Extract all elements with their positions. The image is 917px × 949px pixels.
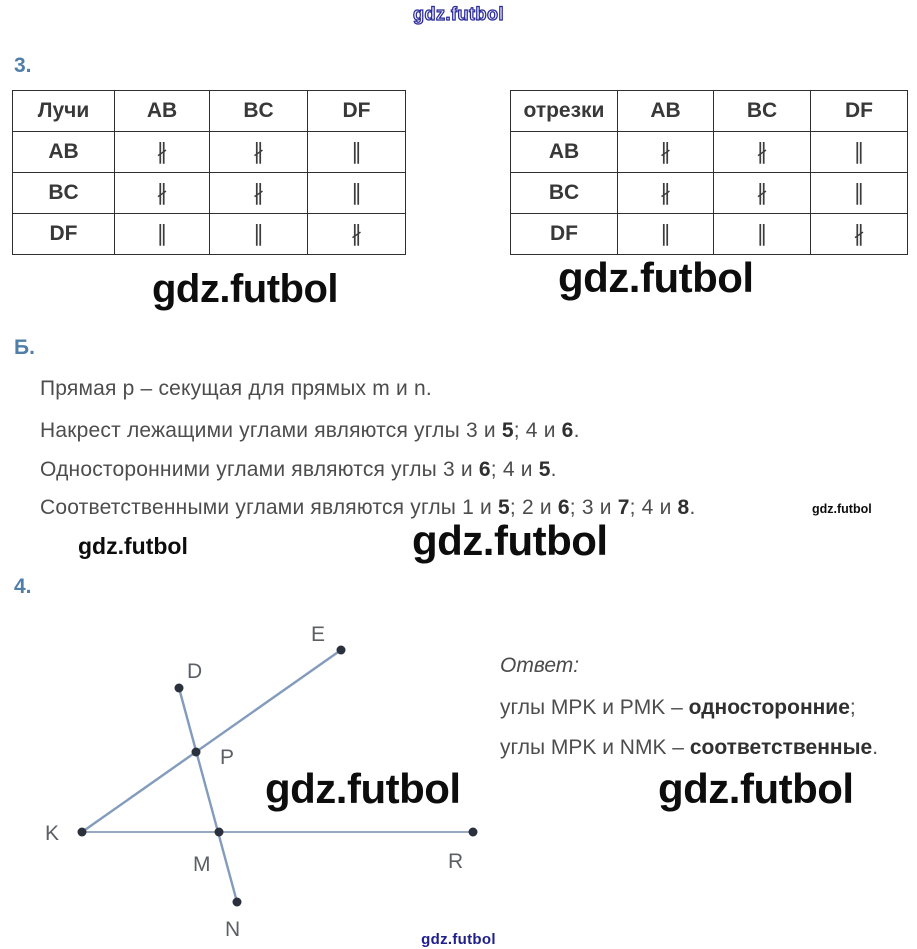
relation-cell: ∦ [714, 132, 811, 173]
relation-cell: ∦ [618, 132, 714, 173]
point-dot-k [78, 828, 87, 837]
site-watermark-bottom: gdz.futbol [421, 931, 496, 948]
relation-cell: ∥ [714, 214, 811, 255]
relation-cell: ∦ [811, 214, 908, 255]
column-header: BC [210, 91, 308, 132]
point-dot-n [233, 898, 242, 907]
statement-alternate-angles: Накрест лежащими углами являются углы 3 и 5; 4 и 6. [40, 419, 580, 442]
site-watermark: gdz.futbol [412, 517, 608, 564]
relation-cell: ∦ [210, 132, 308, 173]
table-row [511, 173, 908, 214]
relation-cell: ∥ [811, 173, 908, 214]
table-corner-cell: отрезки [511, 91, 618, 132]
relation-cell: ∦ [308, 214, 406, 255]
row-label: BC [13, 173, 115, 214]
answer-title: Ответ: [500, 654, 580, 677]
point-dot-e [337, 646, 346, 655]
relation-cell: ∥ [811, 132, 908, 173]
row-label: AB [511, 132, 618, 173]
table-corner-cell: Лучи [13, 91, 115, 132]
table-row [13, 214, 406, 255]
row-label: DF [511, 214, 618, 255]
point-label-p: P [220, 746, 235, 769]
column-header: BC [714, 91, 811, 132]
table-row [13, 132, 406, 173]
row-label: BC [511, 173, 618, 214]
point-label-r: R [448, 850, 464, 873]
site-watermark: gdz.futbol [812, 502, 872, 516]
answer-line: углы MPK и NMK – соответственные. [500, 736, 879, 759]
site-watermark: gdz.futbol [152, 267, 339, 311]
statement-cointerior-angles: Односторонними углами являются углы 3 и 6; 4 и 5. [40, 458, 557, 481]
site-watermark: gdz.futbol [658, 765, 854, 812]
point-label-m: M [193, 853, 211, 876]
section-4-heading: 4. [14, 575, 32, 598]
section-b-heading: Б. [14, 336, 35, 359]
statement-transversal: Прямая p – секущая для прямых m и n. [40, 377, 432, 400]
point-dot-d [175, 684, 184, 693]
column-header: AB [618, 91, 714, 132]
row-label: DF [13, 214, 115, 255]
relation-cell: ∦ [115, 173, 210, 214]
point-label-k: K [45, 822, 60, 845]
relation-cell: ∦ [210, 173, 308, 214]
relation-cell: ∥ [308, 132, 406, 173]
relation-cell: ∦ [618, 173, 714, 214]
column-header: DF [811, 91, 908, 132]
column-header: AB [115, 91, 210, 132]
point-label-d: D [187, 660, 203, 683]
segments-relation-table [510, 90, 908, 255]
site-watermark-top: gdz.futbol [413, 4, 504, 24]
relation-cell: ∥ [618, 214, 714, 255]
table-row [511, 132, 908, 173]
statement-corresponding-angles: Соответственными углами являются углы 1 и 5; 2 и 6; 3 и 7; 4 и 8. [40, 496, 696, 519]
rays-relation-table [12, 90, 406, 255]
answer-line: углы MPK и PMK – односторонние; [500, 696, 856, 719]
relation-cell: ∦ [714, 173, 811, 214]
point-dot-r [469, 828, 478, 837]
relation-cell: ∥ [210, 214, 308, 255]
table-row [13, 173, 406, 214]
relation-cell: ∦ [115, 132, 210, 173]
table-row [511, 214, 908, 255]
point-label-e: E [311, 623, 326, 646]
relation-cell: ∥ [308, 173, 406, 214]
column-header: DF [308, 91, 406, 132]
point-dot-m [215, 828, 224, 837]
relation-cell: ∥ [115, 214, 210, 255]
site-watermark: gdz.futbol [265, 765, 461, 812]
point-dot-p [192, 748, 201, 757]
row-label: AB [13, 132, 115, 173]
site-watermark: gdz.futbol [78, 533, 188, 559]
site-watermark: gdz.futbol [558, 254, 754, 301]
point-label-n: N [225, 918, 241, 941]
section-3-heading: 3. [14, 54, 32, 77]
